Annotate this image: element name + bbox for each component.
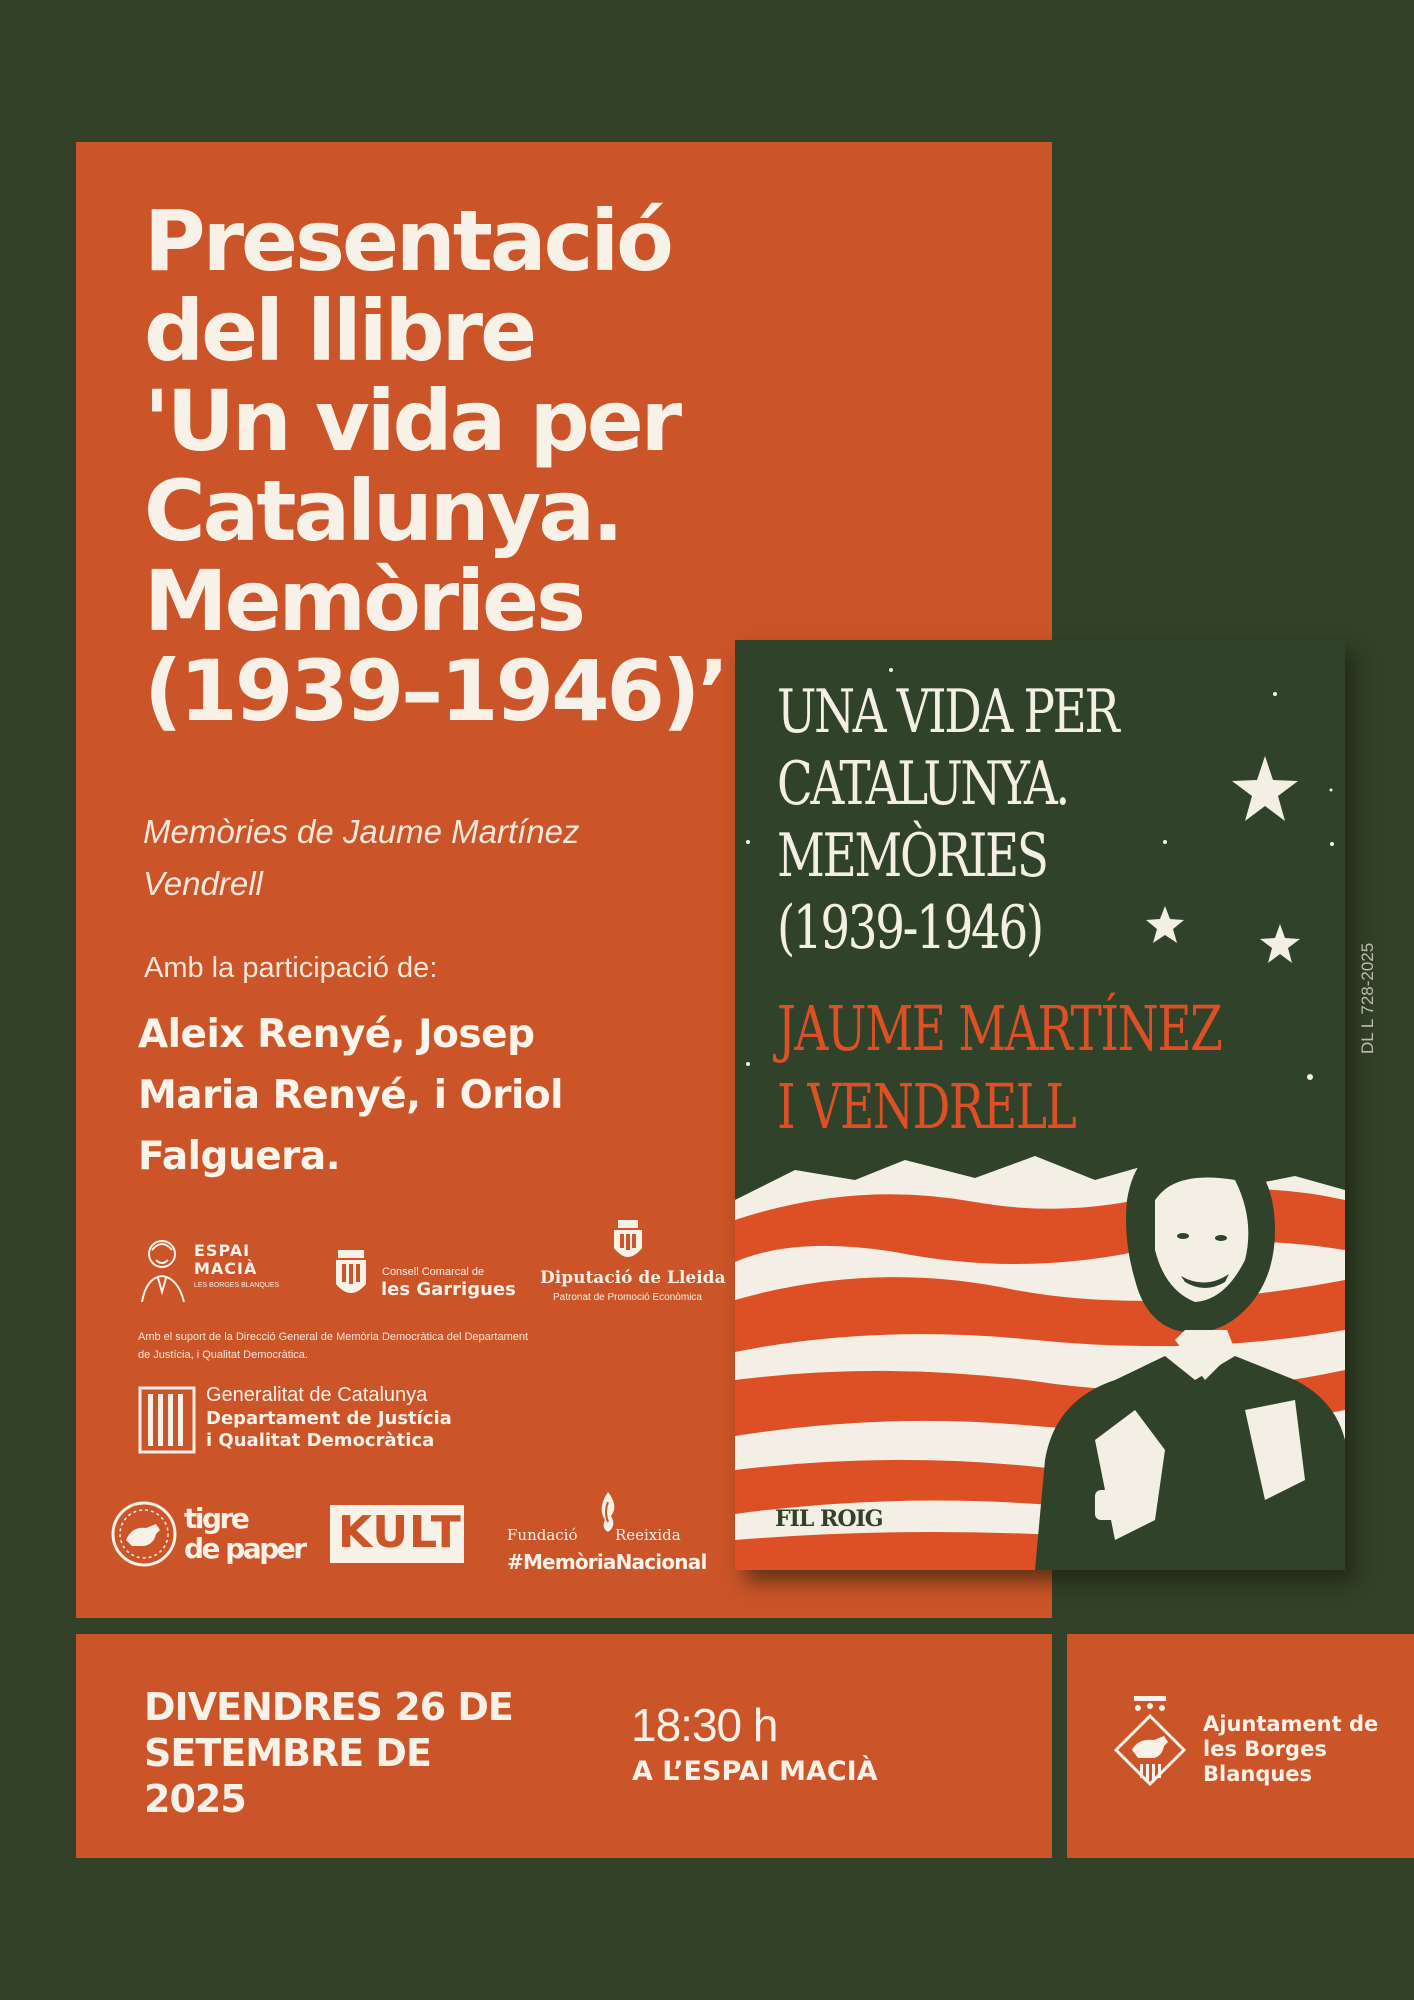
portrait-icon [138, 1234, 188, 1304]
kult-text: KULT [338, 1507, 462, 1558]
star-icon [1232, 756, 1298, 821]
reeixida-line1: Fundació [507, 1526, 578, 1544]
tigre-line2: de paper [184, 1532, 305, 1565]
title-line: Catalunya. [144, 462, 621, 560]
title-line: del llibre [144, 282, 535, 380]
council-shield-icon [1110, 1692, 1190, 1802]
diputacio-line2: Patronat de Promoció Econòmica [553, 1292, 702, 1303]
consell-comarcal-logo [330, 1246, 530, 1306]
espai-sub: LES BORGES BLANQUES [194, 1282, 280, 1289]
book-subtitle: Memòries de Jaume Martínez Vendrell [143, 813, 580, 902]
generalitat-line1: Generalitat de Catalunya [206, 1384, 428, 1406]
title-line: (1939–1946)’ [144, 642, 727, 740]
cover-author-line: I VENDRELL [777, 1070, 1076, 1143]
espai-name: ESPAI [194, 1241, 251, 1260]
title-line: Presentació [144, 192, 671, 290]
book-cover [735, 640, 1345, 1570]
memoria-nacional-hashtag: #MemòriaNacional [507, 1550, 707, 1574]
diputacio-lleida-logo [540, 1220, 726, 1310]
tigre-line1: tigre [184, 1502, 248, 1535]
generalitat-line2: Departament de Justícia [206, 1408, 452, 1429]
title-line: Memòries [144, 552, 583, 650]
cover-title-line: MEMÒRIES [777, 821, 1047, 891]
kult-logo [330, 1505, 464, 1563]
espai-macia-logo [138, 1234, 288, 1304]
participants-list: Aleix Renyé, Josep Maria Renyé, i Oriol Falguera. [138, 1012, 563, 1179]
event-title [144, 192, 764, 740]
cover-title-line: CATALUNYA. [777, 749, 1068, 819]
event-date: DIVENDRES 26 DE SETEMBRE DE 2025 [144, 1685, 513, 1821]
cover-author-line: JAUME MARTÍNEZ [777, 992, 1222, 1065]
cover-title [777, 676, 1198, 964]
tiger-icon [110, 1500, 178, 1568]
cover-title-line: UNA VIDA PER [777, 677, 1118, 747]
reeixida-line2: Reeixida [615, 1526, 681, 1544]
generalitat-logo [138, 1384, 478, 1456]
participation-label: Amb la participació de: [144, 952, 438, 984]
diputacio-line1: Diputació de Lleida [540, 1268, 726, 1288]
consell-line1: Consell Comarcal de [382, 1266, 485, 1278]
title-line: 'Un vida per [144, 372, 680, 470]
senyera-icon [138, 1386, 196, 1454]
tigre-de-paper-logo [110, 1500, 310, 1580]
shield-icon [612, 1220, 644, 1264]
coat-of-arms-icon [330, 1246, 372, 1306]
consell-line2: les Garrigues [381, 1279, 516, 1300]
macia-name: MACIÀ [194, 1259, 258, 1278]
event-time: 18:30 h [631, 1699, 778, 1751]
fundacio-reeixida-logo [505, 1490, 705, 1580]
star-icon [1260, 924, 1300, 963]
cover-title-line: (1939-1946) [777, 893, 1042, 963]
council-name: Ajuntament de les Borges Blanques [1203, 1712, 1379, 1786]
support-note: Amb el suport de la Direcció General de Memòria Democràtica del Departament de Justícia, i Qualitat Democràtica. [138, 1331, 529, 1361]
generalitat-line3: i Qualitat Democràtica [206, 1430, 435, 1451]
legal-deposit: DL L 728-2025 [1358, 942, 1377, 1054]
event-venue: A L’ESPAI MACIÀ [632, 1756, 878, 1787]
publisher-logo: FIL ROIG [775, 1506, 883, 1532]
cover-author [777, 990, 1309, 1146]
